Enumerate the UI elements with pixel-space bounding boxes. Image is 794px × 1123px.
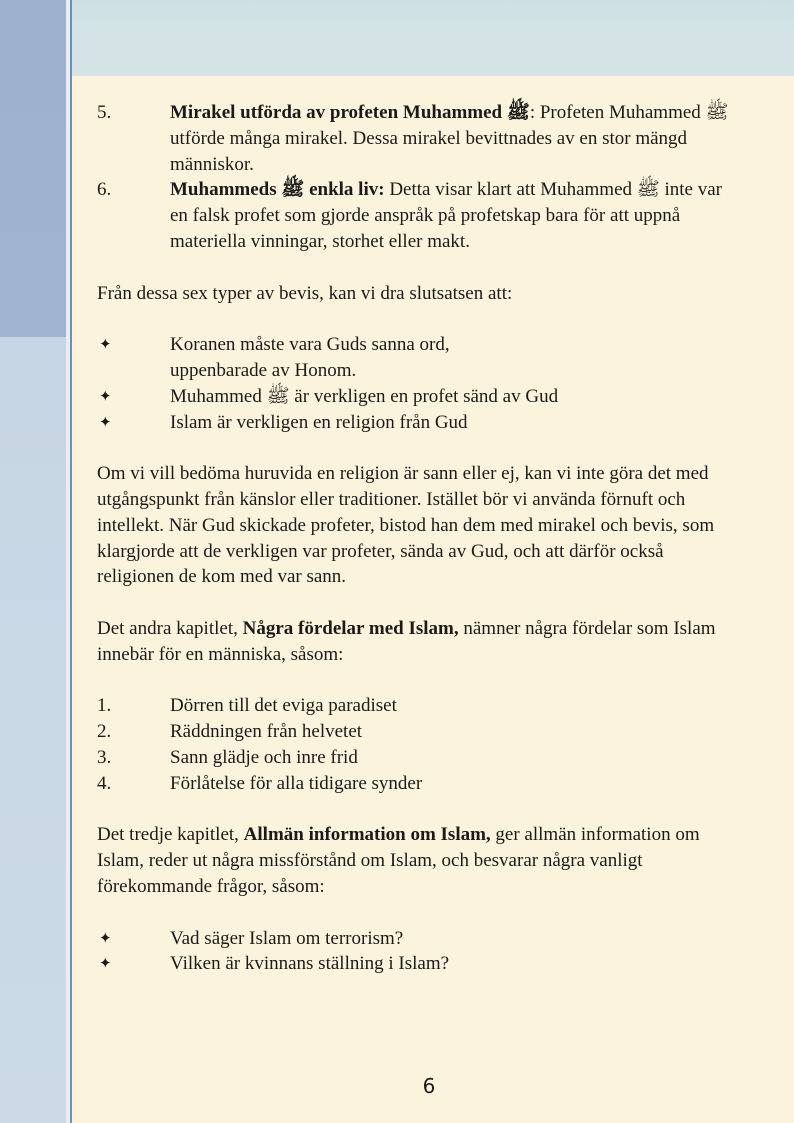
list-item [97, 771, 737, 797]
bullet-text: Vilken är kvinnans ställning i Islam? [170, 953, 450, 975]
item-body: : Profeten Muhammed ﷺ utförde många mirakel. Dessa mirakel bevittnades av en stor mängd människor. [170, 102, 729, 175]
list-item [97, 100, 737, 177]
decorative-sidebar [0, 0, 66, 1123]
chapter2-paragraph: Det andra kapitlet, Några fördelar med Islam, nämner några fördelar som Islam innebär för en människa, såsom: [97, 617, 716, 665]
list-item [97, 693, 737, 719]
bullet-item [97, 410, 737, 436]
item-number: 1. [97, 695, 112, 717]
bullet-item [97, 951, 737, 977]
item-heading: Mirakel utförda av profeten Muhammed ﷺ [170, 102, 530, 123]
bullet-text: Vad säger Islam om terrorism? [170, 927, 404, 949]
item-number: 3. [97, 746, 112, 768]
bullet-item [97, 926, 737, 952]
star-bullet-icon: ✦ [99, 335, 112, 354]
header-band [72, 0, 794, 76]
list-item [97, 177, 737, 254]
item-text [170, 177, 737, 254]
chapter3-paragraph: Det tredje kapitlet, Allmän information om Islam, ger allmän information om Islam, reder ut några missförstånd om Islam, och besvarar några vanligt förekommande frågor, såsom: [97, 824, 700, 897]
bullet-item [97, 384, 737, 410]
item-text: Dörren till det eviga paradiset [170, 695, 397, 717]
page-number: 6 [422, 1074, 436, 1098]
star-bullet-icon: ✦ [99, 412, 112, 431]
item-number: 2. [97, 721, 112, 743]
star-bullet-icon: ✦ [99, 954, 112, 973]
star-bullet-icon: ✦ [99, 928, 112, 947]
religion-paragraph: Om vi vill bedöma huruvida en religion är sann eller ej, kan vi inte göra det med utgångspunkt från känslor eller traditioner. Istället bör vi använda förnuft och intellekt. När Gud skickade profeter, bistod han dem med mirakel och bevis, som klargjorde att de verkligen var profeter, sända av Gud, och att därför också religionen de kom med var sann. [97, 463, 715, 588]
item-number: 5. [97, 102, 112, 123]
item-text: Sann glädje och inre frid [170, 746, 358, 768]
item-number: 4. [97, 772, 112, 794]
item-text: Förlåtelse för alla tidigare synder [170, 772, 423, 794]
conclusion-paragraph: Från dessa sex typer av bevis, kan vi dra slutsatsen att: [97, 282, 513, 304]
item-number: 6. [97, 179, 112, 201]
item-heading: Muhammeds ﷺ enkla liv: [170, 179, 385, 201]
item-text: Räddningen från helvetet [170, 721, 363, 743]
chapter2-title: Några fördelar med Islam, [242, 617, 459, 639]
bullet-text: Islam är verkligen en religion från Gud [170, 411, 468, 433]
sidebar-border [70, 0, 72, 1123]
page-content [97, 100, 737, 977]
chapter3-title: Allmän information om Islam, [243, 824, 491, 846]
bullet-text: Muhammed ﷺ är verkligen en profet sänd av Gud [170, 385, 559, 407]
bullet-text-continued: uppenbarade av Honom. [170, 359, 357, 381]
bullet-item [97, 332, 737, 384]
list-item [97, 745, 737, 771]
item-text [170, 100, 737, 177]
star-bullet-icon: ✦ [99, 386, 112, 405]
item-body: Detta visar klart att Muhammed ﷺ inte var en falsk profet som gjorde anspråk på profetskap bara för att uppnå materiella vinningar, storhet eller makt. [170, 179, 722, 252]
list-item [97, 719, 737, 745]
bullet-text: Koranen måste vara Guds sanna ord, [170, 334, 450, 356]
